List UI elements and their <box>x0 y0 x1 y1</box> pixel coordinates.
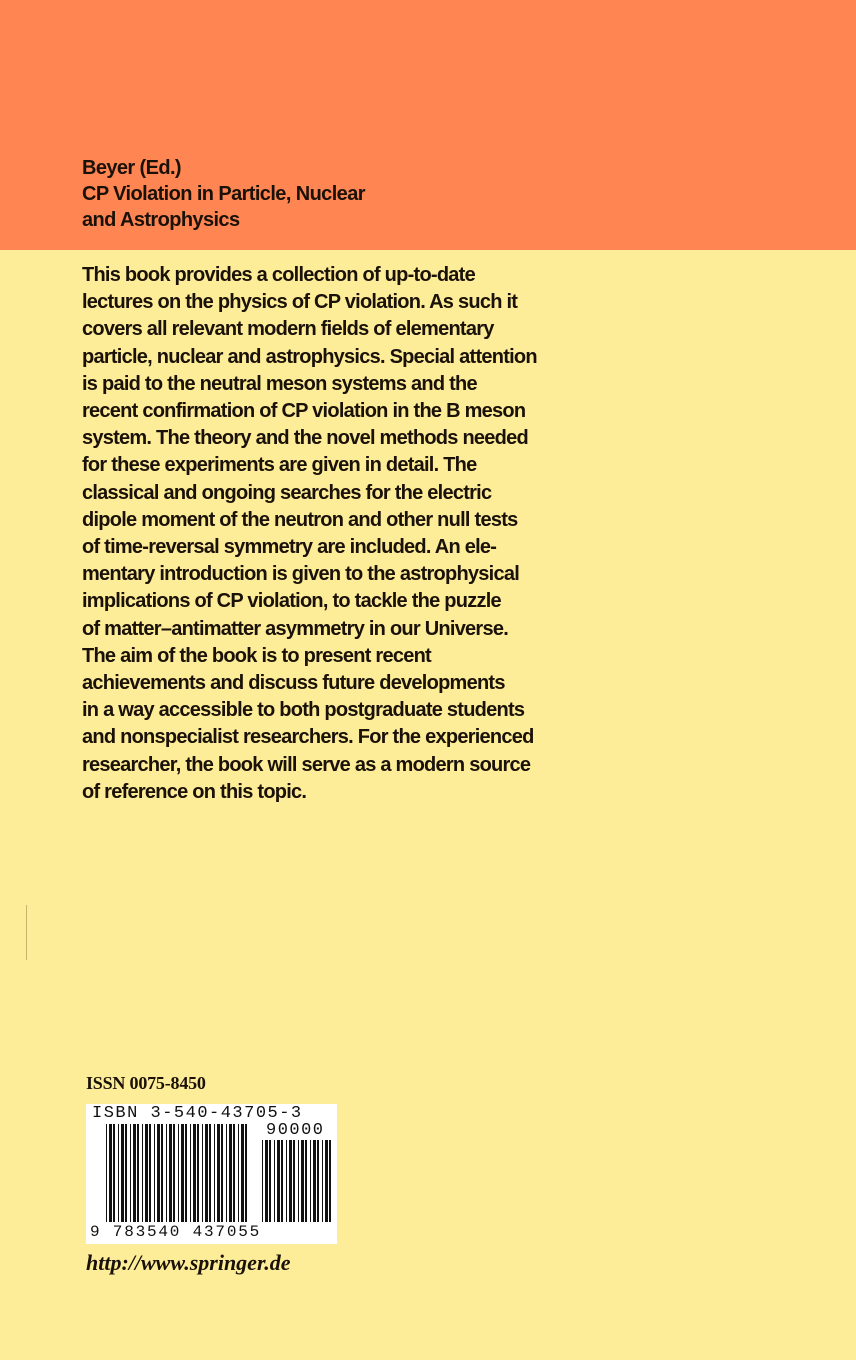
description-line: The aim of the book is to present recent <box>82 644 431 667</box>
barcode-bar <box>286 1140 287 1222</box>
description-line: of reference on this topic. <box>82 780 307 803</box>
barcode-bar <box>274 1140 275 1222</box>
barcode <box>86 1104 337 1244</box>
description-line: mentary introduction is given to the astrophysical <box>82 563 520 586</box>
barcode-bar <box>229 1124 232 1222</box>
price-addon-digits: 90000 <box>266 1121 325 1140</box>
barcode-bar <box>173 1124 175 1222</box>
ean-digits: 9 783540 437055 <box>90 1223 262 1241</box>
editor-name: Beyer (Ed.) <box>82 157 181 179</box>
barcode-bar <box>118 1124 119 1222</box>
book-title-line-1: CP Violation in Particle, Nuclear <box>82 183 365 205</box>
description-line: in a way accessible to both postgraduate students <box>82 699 525 722</box>
barcode-bar <box>322 1140 323 1222</box>
barcode-bar <box>133 1124 136 1222</box>
description-line: This book provides a collection of up-to-date <box>82 264 475 286</box>
issn-number: ISSN 0075-8450 <box>86 1073 206 1093</box>
barcode-bar <box>145 1124 148 1222</box>
description-line: implications of CP violation, to tackle the puzzle <box>82 590 501 613</box>
book-description <box>82 262 537 806</box>
barcode-bar <box>293 1140 295 1222</box>
description-line: dipole moment of the neutron and other null tests <box>82 508 518 531</box>
description-line: of matter–antimatter asymmetry in our Universe. <box>82 617 509 640</box>
barcode-bar <box>161 1124 163 1222</box>
barcode-bar <box>233 1124 235 1222</box>
spine-crease-line <box>26 905 27 960</box>
description-line: particle, nuclear and astrophysics. Special attention <box>82 345 537 368</box>
barcode-bar <box>269 1140 271 1222</box>
barcode-bar <box>214 1124 215 1222</box>
barcode-bar <box>281 1140 283 1222</box>
barcode-bar <box>185 1124 187 1222</box>
barcode-bar <box>142 1124 143 1222</box>
barcode-bar <box>166 1124 167 1222</box>
barcode-bar <box>178 1124 179 1222</box>
barcode-bar <box>317 1140 319 1222</box>
barcode-bar <box>277 1140 280 1222</box>
barcode-bar <box>301 1140 304 1222</box>
barcode-bar <box>202 1124 203 1222</box>
description-line: achievements and discuss future developments <box>82 672 505 695</box>
description-line: classical and ongoing searches for the electric <box>82 481 492 504</box>
barcode-bar <box>310 1140 311 1222</box>
barcode-bar <box>241 1124 244 1222</box>
barcode-bar <box>154 1124 155 1222</box>
description-line: for these experiments are given in detail. The <box>82 454 477 477</box>
isbn-number: ISBN 3-540-43705-3 <box>92 1104 303 1123</box>
barcode-bar <box>125 1124 127 1222</box>
barcode-bar <box>298 1140 299 1222</box>
publisher-url[interactable]: http://www.springer.de <box>86 1250 291 1275</box>
description-line: covers all relevant modern fields of elementary <box>82 318 494 341</box>
barcode-bar <box>226 1124 227 1222</box>
description-line: recent confirmation of CP violation in the B meson <box>82 400 526 423</box>
barcode-bar <box>313 1140 316 1222</box>
barcode-bar <box>262 1140 263 1222</box>
barcode-bar <box>113 1124 115 1222</box>
description-line: researcher, the book will serve as a modern source <box>82 753 531 776</box>
barcode-bar <box>121 1124 124 1222</box>
description-line: and nonspecialist researchers. For the experienced <box>82 726 534 749</box>
barcode-bar <box>217 1124 220 1222</box>
barcode-bar <box>193 1124 196 1222</box>
cover-header <box>82 155 365 233</box>
description-line: system. The theory and the novel methods needed <box>82 427 528 450</box>
barcode-bar <box>289 1140 292 1222</box>
barcode-bar <box>190 1124 191 1222</box>
description-line: is paid to the neutral meson systems and the <box>82 372 477 395</box>
barcode-bar <box>149 1124 151 1222</box>
description-line: of time-reversal symmetry are included. An ele- <box>82 536 497 559</box>
barcode-bar <box>197 1124 199 1222</box>
barcode-bar <box>325 1140 328 1222</box>
barcode-bar <box>265 1140 268 1222</box>
barcode-bar <box>169 1124 172 1222</box>
barcode-bar <box>106 1124 107 1222</box>
barcode-bar <box>157 1124 160 1222</box>
barcode-bar <box>329 1140 331 1222</box>
barcode-bar <box>221 1124 223 1222</box>
barcode-bar <box>137 1124 139 1222</box>
barcode-bar <box>209 1124 211 1222</box>
barcode-bar <box>109 1124 112 1222</box>
barcode-bar <box>238 1124 239 1222</box>
barcode-bar <box>305 1140 307 1222</box>
book-title-line-2: and Astrophysics <box>82 209 240 231</box>
barcode-bar <box>130 1124 131 1222</box>
barcode-bar <box>181 1124 184 1222</box>
barcode-bar <box>245 1124 247 1222</box>
barcode-bar <box>205 1124 208 1222</box>
description-line: lectures on the physics of CP violation. As such it <box>82 291 518 314</box>
